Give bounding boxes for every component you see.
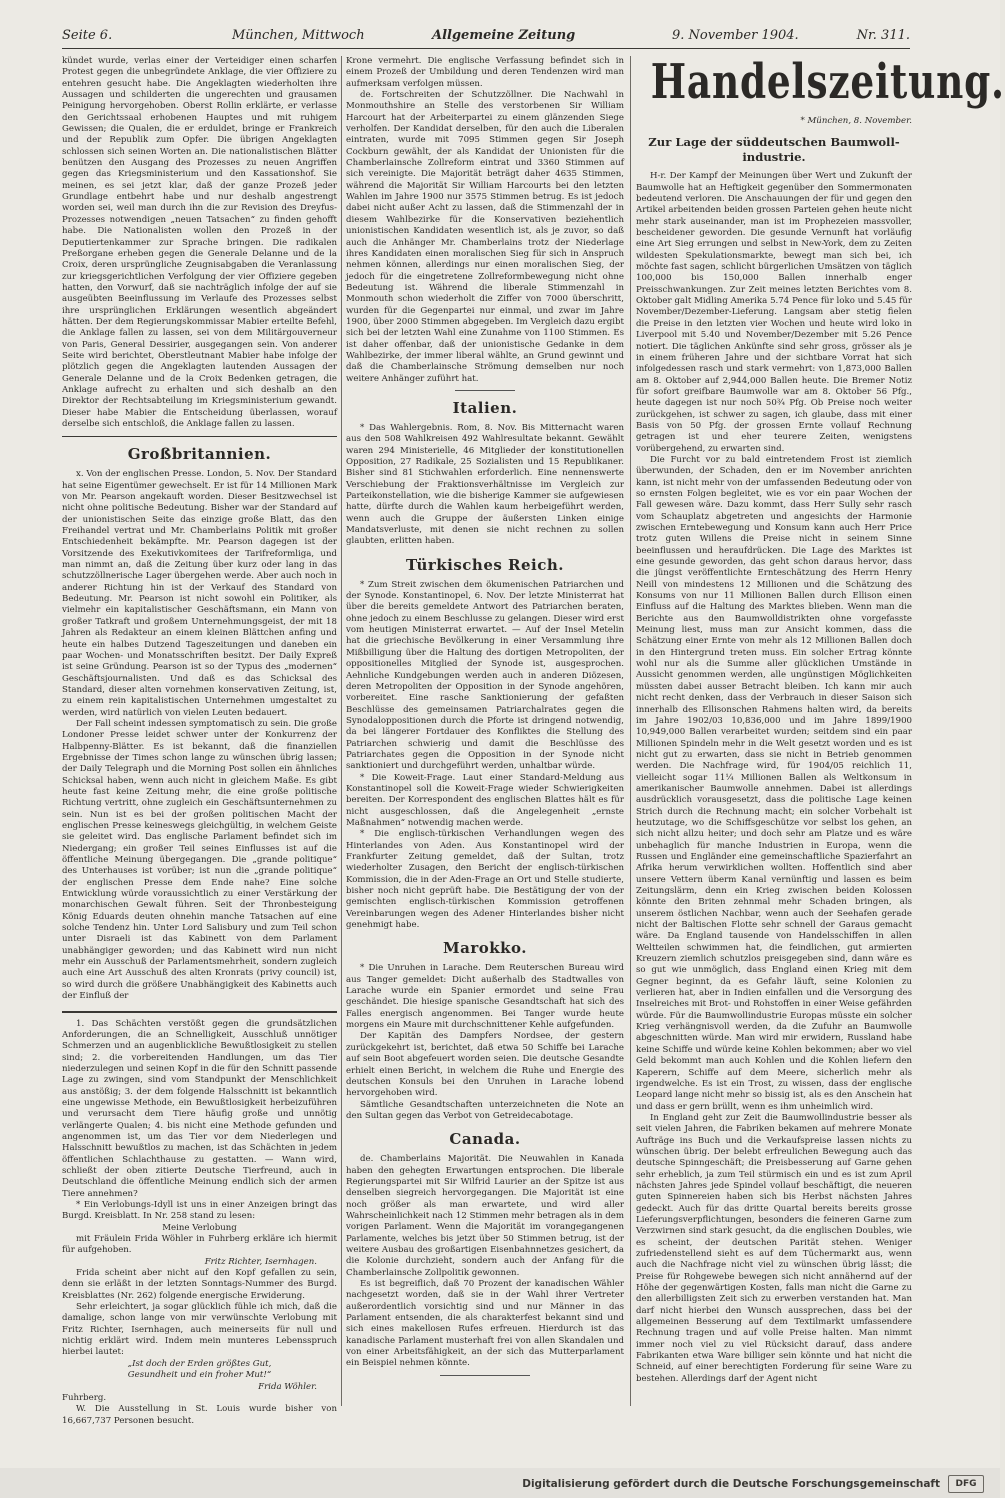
column-2 [346, 56, 624, 1406]
article-text: * Die Unruhen in Larache. Dem Reuterschen Bureau wird aus Tanger gemeldet: Dicht außerhalb des Stadtwalles von Larache wurde ein Spanier ermordet und seine Frau geschändet. Die hiesige spanische Gesandtschaft hat sich des Falles energisch angenommen. Bei Tanger wurde heute morgens ein Maure mit durchschnittener Kehle aufgefunden. [346, 963, 624, 1031]
article-text: Es ist begreiflich, daß 70 Prozent der kanadischen Wähler nachgesetzt worden, daß sie in der Wahl ihrer Vertreter außerordentlich vorsichtig sind und nur Männer in das Parlament entsenden, die als charakterfest bekannt sind und sich eines makellosen Rufes erfreuen. Hierdurch ist das kanadische Parlament musterhaft frei von allen Skandalen und von einer Arbeitsfähigkeit, an der sich das Mutterparlament ein Beispiel nehmen könnte. [346, 1279, 624, 1369]
notice-place: Fuhrberg. [62, 1392, 107, 1403]
article-text: H-r. Der Kampf der Meinungen über Wert und Zukunft der Baumwolle hat an Heftigkeit gegenüber den Sommermonaten bedeutend verloren. Die Anschauungen der für und gegen den Artikel arbeitenden beiden grossen Parteien gehen heute nicht mehr stark auseinander, man ist im Prophezeien massvoller, bescheidener geworden. Die gesunde Vernunft hat vorläufig eine Art Sieg errungen und selbst in New-York, dem zu Zeiten wildesten Spekulationsmarkte, bewegt man sich bei, ich möchte fast sagen, schlicht bürgerlichen Umsätzen von täglich 100,000 bis 150,000 Ballen innerhalb enger Preisschwankungen. Zur Zeit meines letzten Berichtes vom 8. Oktober galt Midling Amerika 5.74 Pence für loko und 5.45 für November/Dezember-Lieferung. Langsam aber stetig fielen die Preise in den letzten vier Wochen und heute wird loko in Liverpool mit 5.40 und November/Dezember mit 5.26 Pence notiert. Die täglichen Ankünfte sind sehr gross, grösser als je in einem früheren Jahre und der sichtbare Vorrat hat sich infolgedessen rasch und stark vermehrt: von 1,873,000 Ballen am 8. Oktober auf 2,944,000 Ballen heute. Die Bremer Notiz für sofort greifbare Baumwolle war am 8. Oktober 56 Pfg., heute dagegen ist nur noch 50¾ Pfg. Ob Preise noch weiter zurückgehen, ist schwer zu sagen, ich glaube, dass mit einer Basis von 50 Pfg. der grossen Ernte vollauf Rechnung getragen ist und eher teurere Zeiten, wenigstens vorübergehend, zu erwarten sind. [636, 171, 912, 454]
section-heading: Italien. [452, 398, 518, 417]
page-header [62, 26, 910, 49]
digitization-footer [0, 1468, 1000, 1498]
article-text: Frida scheint aber nicht auf den Kopf gefallen zu sein, denn sie erläßt in der letzten Sonntags-Nummer des Burgd. Kreisblattes (Nr. 262) folgende energische Erwiderung. [62, 1268, 337, 1301]
divider [455, 390, 515, 391]
section-heading: Großbritannien. [127, 445, 272, 464]
article-text: de. Fortschreiten der Schutzzöllner. Die Nachwahl in Monmouthshire an Stelle des verstorbenen Sir William Harcourt hat der Arbeiterpartei zu einem glänzenden Siege verholfen. Der Kandidat derselben, für den auch die Liberalen eintraten, wurde mit 7095 Stimmen gegen Sir Joseph Cockburn gewählt, der als Kandidat der Unionisten für die Chamberlainsche Zollreform eintrat und 3360 Stimmen auf sich vereinigte. Die Majorität beträgt daher 4635 Stimmen, während die Majorität Sir William Harcourts bei den letzten Wahlen im Jahre 1900 nur 3575 Stimmen betrug. Es ist jedoch dabei nicht außer Acht zu lassen, daß die Stimmenzahl der in diesem Wahlbezirke für die Konservativen beziehentlich unionistischen Kandidaten wesentlich ist, als je zuvor, so daß auch die Anhänger Mr. Chamberlains trotz der Niederlage ihres Kandidaten einen moralischen Sieg für sich in Anspruch nehmen können, allerdings nur einen moralischen Sieg, der jedoch für die eingetretene Zollreformbewegung nicht ohne Bedeutung ist. Während die liberale Stimmenzahl in Monmouth schon wiederholt die Ziffer von 7000 überschritt, wurden für die Gegenpartei nur einmal, und zwar im Jahre 1900, über 2000 Stimmen abgegeben. Im Vergleich dazu ergibt sich bei der letzten Wahl eine Zunahme von 1100 Stimmen. Es ist daher offenbar, daß der unionistische Gedanke in dem Wahlbezirke, der immer liberal wählte, an Grund gewinnt und daß die Chamberlainsche Strömung demselben nur noch weitere Anhänger zuführt hat. [346, 90, 624, 384]
column-3 [636, 54, 1005, 1406]
notice-line: mit Fräulein Frida Wöhler in Fuhrberg erkläre ich hiermit für aufgehoben. [62, 1234, 337, 1256]
article-text: kündet wurde, verlas einer der Verteidiger einen scharfen Protest gegen die unbegründete Anklage, die vier Offiziere zu entehren gesucht habe. Die Angeklagten wiederholten ihre Aussagen und schilderten die ungerechten und grausamen Peinigung hervorgehoben. Oberst Rollin erklärte, er verlasse den Gerichtssaal erhobenen Hauptes und mit ruhigem Gewissen; die Qualen, die er erduldet, bringe er Frankreich und der Republik zum Opfer. Die übrigen Angeklagten schlossen sich seinen Worten an. Die nationalistischen Blätter benützen den Ausgang des Prozesses zu neuen Angriffen gegen das Kriegsministerium und den Kassationshof. Sie meinen, es sei jetzt klar, daß der ganze Prozeß jeder Grundlage entbehrt habe und nur deshalb angestrengt worden sei, weil man durch ihn die zur Revision des Dreyfus-Prozesses notwendigen „neuen Tatsachen“ zu finden gehofft habe. Die Nationalisten wollen den Prozeß in der Deputiertenkammer zur Sprache bringen. Die radikalen Preßorgane erheben gegen die Generale Delanne und de la Croix, deren ursprüngliche Zeugnisabgaben die Veranlassung zur kriegsgerichtlichen Verfolgung der vier Offiziere gegeben hatten, den Vorwurf, daß sie nachträglich infolge der auf sie ausgeübten Beeinflussung im Verlaufe des Prozesses selbst ihre ursprünglichen Erklärungen wesentlich abgeändert hätten. Der dem Regierungskommissar Mabier erteilte Befehl, die Anklage fallen zu lassen, sei von dem Militärgouverneur von Paris, General Dessirier, ausgegangen sein. Von anderer Seite wird berichtet, Oberstleutnant Mabier habe infolge der plötzlich gegen die Angeklagten lautenden Aussagen der Generale Delanne und de la Croix Bedenken getragen, die Anklage aufrecht zu erhalten und sich deshalb an den Direktor der Rechtsabteilung im Kriegsministerium gewandt. Dieser habe Mabier die Entscheidung überlassen, worauf derselbe sich entschloß, die Anklage fallen zu lassen. [62, 56, 337, 429]
column-1 [62, 56, 337, 1426]
article-text: * Das Wahlergebnis. Rom, 8. Nov. Bis Mitternacht waren aus den 508 Wahlkreisen 492 Wahlresultate bekannt. Gewählt waren 294 Ministerielle, 46 Mitglieder der konstitutionellen Opposition, 27 Radikale, 25 Sozialisten und 15 Republikaner. Bisher sind 81 Stichwahlen erforderlich. Eine nennenswerte Verschiebung der Fraktionsverhältnisse im Vergleich zur Parteikonstellation, wie die bisherige Kammer sie aufgewiesen hatte, dürfte durch die Wahlen kaum herbeigeführt werden, wenn auch die Gruppe der äußersten Linken einige Mandatsverluste, mit denen sie nicht rechnen zu sollen glaubten, erlitten haben. [346, 422, 624, 547]
section-heading: Türkisches Reich. [405, 555, 565, 574]
section-heading: Marokko. [443, 939, 527, 958]
issue-number: Nr. 311. [856, 28, 910, 43]
dfg-logo: DFG [948, 1475, 984, 1493]
article-text: * Zum Streit zwischen dem ökumenischen Patriarchen und der Synode. Konstantinopel, 6. Nov. Der letzte Ministerrat hat über die bereits gemeldete Antwort des Patriarchen beraten, ohne jedoch zu einem Beschlusse zu gelangen. Dieser wird erst vom heutigen Ministerrat erwartet. — Auf der Insel Metelin hat die griechische Bevölkerung in einer Versammlung ihre Mißbilligung über die Haltung des dortigen Metropoliten, der oppositionelles Mitglied der Synode ist, ausgesprochen. Aehnliche Kundgebungen werden auch in anderen Diözesen, deren Metropoliten der Opposition in der Synode angehören, vorbereitet. Eine rasche Sanktionierung der gefaßten Beschlüsse des gemeinsamen Patriarchalrates gegen die Synodaloppositionen durch die Pforte ist dringend notwendig, da bei längerer Fortdauer des Konfliktes die Stellung des Patriarchen schwierig und damit die Beschlüsse des Patriarchates gegen die Opposition in der Synode nicht sanktioniert und durchgeführt werden, unhaltbar würde. [346, 579, 624, 772]
issue-date: 9. November 1904. [672, 28, 799, 43]
divider [440, 1375, 530, 1376]
article-text: In England geht zur Zeit die Baumwollindustrie besser als seit vielen Jahren, die Fabriken bekamen auf mehrere Monate Aufträge ins Buch und die Verkaufspreise lassen nichts zu wünschen übrig. Der belebt erfreulichen Bewegung auch das deutsche Spinngeschäft; die Preisbesserung auf Garne gehen sehr erheblich, ja zum Teil stürmisch ein und es ist zum April nächsten Jahres jede Spindel vollauf beschäftigt, die neueren guten Spinnereien haben sich bis Herbst nächsten Jahres gedeckt. Auch für das dritte Quartal bereits bereits grosse Lieferungsverpflichtungen, besonders die feineren Garne zum Verzwirnen sind stark gesucht, da die englischen Doubles, wie es scheint, der deutschen Parität stehen. Weniger zufriedenstellend sieht es auf dem Tüchermarkt aus, wenn auch die Nachfrage nicht viel zu wünschen übrig lässt; die Preise für Rohgewebe bewegen sich nicht annähernd auf der Höhe der gegenwärtigen Kosten, falls man nicht die Garne zu den allerbilligsten Zeit sich zu erwerben verstanden hat. Man darf nicht hierbei den Wunsch aussprechen, dass bei der allgemeinen Besserung auf dem Textilmarkt umfassendere Rechnung tragen und auf volle Preise halten. Man nimmt immer noch viel zu viel Rücksicht darauf, dass andere Fabrikanten etwa Ware billiger sein könnte und hat nicht die Schneid, auf einer berechtigten Forderung für seine Ware zu bestehen. Allerdings darf der Agent nicht [636, 1112, 912, 1384]
divider [62, 436, 337, 437]
article-text: x. Von der englischen Presse. London, 5. Nov. Der Standard hat seine Eigentümer gewechselt. Er ist für 14 Millionen Mark von Mr. Pearson angekauft worden. Dieser Besitzwechsel ist nicht ohne politische Bedeutung. Bisher war der Standard auf der unionistischen Seite das einzige große Blatt, das den Freihandel vertrat und Mr. Chamberlains Politik mit großer Entschiedenheit bekämpfte. Mr. Pearson dagegen ist der Vorsitzende des Exekutivkomitees der Tarifreformliga, und man nimmt an, daß die Zeitung über kurz oder lang in das schutzzöllnerische Lager übergehen werde. Aber auch noch in anderer Richtung hin ist der Verkauf des Standard von Bedeutung. Mr. Pearson ist nicht sowohl ein Politiker, als vielmehr ein kapitalistischer Geschäftsmann, ein Mann von großer Tatkraft und großem Unternehmungsgeist, der mit 18 Jahren als Redakteur an einem kleinen Blättchen anfing und heute ein halbes Dutzend Tageszeitungen und daneben ein paar Wochen- und Monatsschriften besitzt. Der Daily Expreß ist seine Gründung. Pearson ist so der Typus des „modernen“ Geschäftsjournalisten. Und daß es das Schicksal des Standard, dieser alten vornehmen konservativen Zeitung, ist, zu einem rein kapitalistischen Unternehmen umgestaltet zu werden, wird natürlich von vielen Leuten bedauert. [62, 469, 337, 718]
column-divider [630, 56, 631, 1406]
article-text: W. Die Ausstellung in St. Louis wurde bisher von 16,667,737 Personen besucht. [62, 1404, 337, 1426]
article-text: * Ein Verlobungs-Idyll ist uns in einer Anzeigen bringt das Burgd. Kreisblatt. In Nr. 258 stand zu lesen: [62, 1200, 337, 1222]
article-text: de. Chamberlains Majorität. Die Neuwahlen in Kanada haben den gehegten Erwartungen entsprochen. Die liberale Regierungspartei mit Sir Wilfrid Laurier an der Spitze ist aus denselben siegreich hervorgegangen. Die Majorität ist eine noch größer als man erwartete, und wird aller Wahrscheinlichkeit nach 12 Stimmen mehr betragen als in dem vorigen Parlament. Wenn die Majorität im vorangegangenen Parlamente, welches bis jetzt über 50 Stimmen betrug, ist der weitere Ausbau des großartigen Eisenbahnnetzes gesichert, da die Kolonie durchzieht, sondern auch der Anfang für die Chamberlainsche Zollpolitik gewonnen. [346, 1154, 624, 1278]
dateline: * München, 8. November. [800, 116, 912, 126]
verse-line: Gesundheit und ein froher Mut!“ [127, 1370, 272, 1381]
notice-line: Meine Verlobung [162, 1222, 237, 1233]
funding-notice: Digitalisierung gefördert durch die Deutsche Forschungsgemeinschaft [522, 1478, 940, 1490]
newspaper-name: Allgemeine Zeitung [432, 28, 576, 43]
section-title: Handelszeitung. [650, 54, 1005, 110]
article-text: Die Furcht vor zu bald eintretendem Frost ist ziemlich überwunden, der Schaden, den er im November anrichten kann, ist nicht mehr von der umfassenden Bedeutung oder von so ernsten Folgen begleitet, wie es vor ein paar Wochen der Fall gewesen wäre. Dazu kommt, dass Herr Sully sehr rasch vom Schauplatz abgetreten und angesichts der Harmonie zwischen Erntebewegung und Konsum kann auch Herr Price trotz guten Willens die Preise nicht in seinem Sinne beeinflussen und heraufdrücken. Die Lage des Marktes ist eine gesunde geworden, das geht schon daraus hervor, dass die jüngst veröffentlichte Ernteschätzung des Herrn Henry Neill von mindestens 12 Millionen und die Schätzung des Konsums von nur 11 Millionen Ballen durch Ellison einen Einfluss auf die Haltung des Marktes blieben. Wenn man die Berichte aus den Baumwolldistrikten ohne vorgefasste Meinung liest, muss man zur Ansicht kommen, dass die Schätzung einer Ernte von mehr als 12 Millionen Ballen doch in den Hintergrund treten muss. Ein solcher Ertrag könnte wohl nur als die Summe aller glücklichen Umstände in Aussicht genommen werden, alle ungünstigen Möglichkeiten müssten dabei ausser Betracht bleiben. Ich kann mir auch nicht recht denken, dass der Verbrauch in dieser Saison sich innerhalb des Ellisonschen Rahmens halten wird, da bereits im Jahre 1902/03 10,836,000 und im Jahre 1899/1900 10,949,000 Ballen verarbeitet wurden; seitdem sind ein paar Millionen Spindeln mehr in die Welt gesetzt worden und es ist nicht gut zu erwarten, dass sie nicht in Betrieb genommen werden. Die Nachfrage wird, für 1904/05 reichlich 11, vielleicht sogar 11¼ Millionen Ballen als Weltkonsum in amerikanischer Baumwolle annehmen. Dabei ist allerdings ausdrücklich vorausgesetzt, dass die politische Lage keinen Strich durch die Rechnung macht; ein solcher Vorbehalt ist heutzutage, wo die Schiffsgeschütze vor selbst los gehen, an sich nicht allzu heiter; und doch sehr am Platze und es wäre unbehaglich für manche Industrien in Europa, wenn die Russen und Engländer eine gemeinschaftliche Spazierfahrt an Afrika herum verwirklichen wollten. Hoffentlich sind aber unsere Vettern überm Kanal vernünftig und lassen es beim Zeitungslärm, denn ein Krieg zwischen beiden Kolossen könnte den Briten zehnmal mehr Schaden bringen, als unserem östlichen Nachbar, wenn auch der Seehafen gerade nicht der Baltischen Flotte sehr schnell der Garaus gemacht wäre. Da England tausende von Handelsschiffen in allen Weltteilen schwimmen hat, die feindlichen, gut armierten Kreuzern ziemlich schutzlos preisgegeben sind, dann wäre es so gut wie unmöglich, dass England einen Krieg mit dem Gegner beginnt, da es Gefahr läuft, seine Kolonien zu verlieren hat, aber in Indien einfallen und die Versorgung des Inselreiches mit Brot- und Rohstoffen in einer Weise gefährden würde. Für die Baumwollindustrie Europas müsste ein solcher Krieg verhängnisvoll werden, da die Zufuhr an Baumwolle abgeschnitten würde. Man wird mir erwidern, Russland habe keine Schiffe und würde keine Kohlen bekommen; aber wo viel Geld bekommt man auch Kohlen und die Kohlen liefern den Kaperern, Schiffe auf dem Meere, sicherlich mehr als irgendwelche. Es ist ein Trost, zu wissen, dass der englische Leopard lange nicht mehr so bissig ist, als es den Anschein hat und dass er gern brüllt, wenn es ihm unheimlich wird. [636, 454, 912, 1112]
article-text: * Die englisch-türkischen Verhandlungen wegen des Hinterlandes von Aden. Aus Konstantinopel wird der Frankfurter Zeitung gemeldet, daß der Sultan, trotz wiederholter Zusagen, den Bericht der englisch-türkischen Kommission, die in der Aden-Frage an Ort und Stelle studierte, bisher noch nicht geprüft habe. Die Bestätigung der von der gemischten englisch-türkischen Kommission getroffenen Vereinbarungen wegen des Adener Hinterlandes bisher nicht genehmigt habe. [346, 829, 624, 931]
notice-signature: Frida Wöhler. [258, 1381, 317, 1392]
article-text: Der Kapitän des Dampfers Nordsee, der gestern zurückgekehrt ist, berichtet, daß etwa 50 Schiffe bei Larache auf sein Boot abgefeuert worden seien. Die deutsche Gesandte erhielt einen Bericht, in welchem die Ruhe und Energie des deutschen Konsuls bei den Unruhen in Larache lobend hervorgehoben wird. [346, 1031, 624, 1099]
place-weekday: München, Mittwoch [232, 28, 365, 43]
article-text: Sämtliche Gesandtschaften unterzeichneten die Note an den Sultan gegen das Verbot von Getreidecabotage. [346, 1099, 624, 1121]
verse-line: „Ist doch der Erden größtes Gut, [127, 1358, 272, 1369]
article-title: Zur Lage der süddeutschen Baumwoll-industrie. [648, 135, 900, 165]
page-number: Seite 6. [62, 28, 113, 43]
section-heading: Canada. [449, 1130, 521, 1149]
notice-signature: Fritz Richter, Isernhagen. [204, 1256, 317, 1267]
column-divider [341, 56, 342, 1406]
article-text: 1. Das Schächten verstößt gegen die grundsätzlichen Anforderungen, die an Schnelligkeit, Ausschluß unnötiger Schmerzen und an augenblickliche Bewußtlosigkeit zu stellen sind; 2. die vorbereitenden Handlungen, um das Tier niederzulegen und seinen Kopf in die für den Schnitt passende Lage zu zwingen, sind vom Standpunkt der Menschlichkeit aus anstößig; 3. der dem folgende Halsschnitt ist bekanntlich eine ungewisse Methode, ein Bewußtlosigkeit herbeizuführen und verursacht dem Tiere häufig große und unnötig verlängerte Qualen; 4. bis nicht eine Methode gefunden und angenommen ist, um das Tier vor dem Niederlegen und Halsschnitt bewußtlos zu machen, ist das Schächten in jedem öffentlichen Schlachthause zu gestatten. — Wann wird, schließt der oben zitierte Deutsche Tierfreund, auch in Deutschland die öffentliche Meinung endlich sich der armen Tiere annehmen? [62, 1018, 337, 1199]
article-text: Der Fall scheint indessen symptomatisch zu sein. Die große Londoner Presse leidet schwer unter der Konkurrenz der Halbpenny-Blätter. Es ist bekannt, daß die finanziellen Ergebnisse der Times schon lange zu wünschen übrig lassen; der Daily Telegraph und die Morning Post sollen ein ähnliches Schicksal haben, wenn auch nicht in gleichem Maße. Es gibt heute fast keine Zeitung mehr, die eine große politische Richtung vertritt, ohne zugleich ein Geschäftsunternehmen zu sein. Nun ist es bei der großen politischen Macht der englischen Presse keineswegs gleichgültig, in welchem Geiste sie geleitet wird. Das englische Parlament befindet sich im Niedergang; ein großer Teil seines Einflusses ist auf die öffentliche Meinung übergegangen. Die „grande politique“ des Unterhauses ist vorüber; ist nun die „grande politique“ der englischen Presse dem Ende nahe? Eine solche Entwicklung würde voraussichtlich zu einer Verstärkung der monarchischen Gewalt führen. Seit der Thronbesteigung König Eduards deuten ohnehin manche Tatsachen auf eine solche Tendenz hin. Unter Lord Salisbury und zum Teil schon unter Disraeli ist das Kabinett von dem Parlament unabhängiger geworden; und das Kabinett wird nun nicht mehr ein Ausschuß der Parlamentsmehrheit, sondern zugleich auch eine Art Ausschuß des alten Kronrats (privy council) ist, so wird durch die größere Unabhängigkeit des Kabinetts auch der Einfluß der [62, 718, 337, 1002]
feuilleton-divider [62, 1011, 337, 1013]
article-text: * Die Koweit-Frage. Laut einer Standard-Meldung aus Konstantinopel soll die Koweit-Frage wieder Schwierigkeiten bereiten. Der Korrespondent des englischen Blattes hält es für nicht ausgeschlossen, daß die Angelegenheit „ernste Maßnahmen“ notwendig machen werde. [346, 772, 624, 828]
article-text: Sehr erleichtert, ja sogar glücklich fühle ich mich, daß die damalige, schon lange von mir verwünschte Verlobung mit Fritz Richter, Isernhagen, auch meinerseits für null und nichtig erklärt wird. Indem mein munteres Lebensspruch hierbei lautet: [62, 1302, 337, 1358]
article-text: Krone vermehrt. Die englische Verfassung befindet sich in einem Prozeß der Umbildung und deren Tendenzen wird man aufmerksam verfolgen müssen. [346, 56, 624, 89]
